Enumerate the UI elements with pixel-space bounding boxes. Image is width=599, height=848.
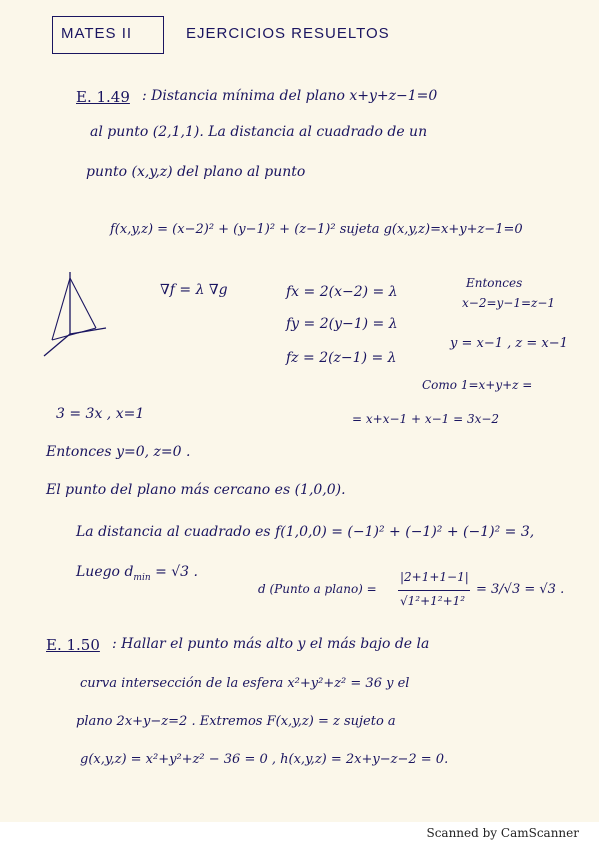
exercise-150-label: E. 1.50 [46,636,100,654]
solve-x: 3 = 3x , x=1 [56,406,145,422]
header-box [52,16,164,54]
exercise-150-line3: plano 2x+y−z=2 . Extremos F(x,y,z) = z sujeto a [76,714,396,729]
distance-denominator: √1²+1²+1² [400,594,466,608]
exercise-149-label: E. 1.49 [76,88,130,106]
header-title: EJERCICIOS RESUELTOS [186,25,390,42]
como-line: Como 1=x+y+z = [422,378,533,392]
exercise-149-line3: punto (x,y,z) del plano al punto [86,164,306,180]
exercise-150-line2: curva intersección de la esfera x²+y²+z² = 36 y el [80,676,410,691]
exercise-149-line1: : Distancia mínima del plano x+y+z−1=0 [142,88,438,104]
exercise-149-line2: al punto (2,1,1). La distancia al cuadrado de un [90,124,428,140]
distance-squared: La distancia al cuadrado es f(1,0,0) = (−1)² + (−1)² + (−1)² = 3, [76,524,535,540]
gradient-condition: ∇f = λ ∇g [160,282,228,298]
entonces-right: Entonces [466,276,523,290]
distance-result: = 3/√3 = √3 . [476,582,565,597]
plane-sketch [40,268,108,360]
sum-expression: = x+x−1 + x−1 = 3x−2 [352,412,500,426]
exercise-150-line1: : Hallar el punto más alto y el más bajo de la [112,636,430,652]
partial-fx: fx = 2(x−2) = λ [286,284,398,300]
partial-fz: fz = 2(z−1) = λ [286,350,397,366]
nearest-point: El punto del plano más cercano es (1,0,0). [46,482,346,498]
equal-ratios: x−2=y−1=z−1 [462,296,556,310]
scanner-watermark: Scanned by CamScanner [426,826,579,840]
luego-dmin: Luego $d_{min} = √3$ . [76,564,198,583]
header-box-text: MATES II [61,25,133,42]
partial-fy: fy = 2(y−1) = λ [286,316,398,332]
objective-function: f(x,y,z) = (x−2)² + (y−1)² + (z−1)² sujeta g(x,y,z)=x+y+z−1=0 [110,222,523,237]
y-z-in-terms-of-x: y = x−1 , z = x−1 [450,336,568,351]
distance-formula-lhs: d (Punto a plano) = [258,582,377,596]
distance-numerator: |2+1+1−1| [400,570,469,584]
exercise-150-line4: g(x,y,z) = x²+y²+z² − 36 = 0 , h(x,y,z) = 2x+y−z−2 = 0. [80,752,449,767]
fraction-bar [398,590,470,591]
entonces-yz: Entonces y=0, z=0 . [46,444,191,460]
